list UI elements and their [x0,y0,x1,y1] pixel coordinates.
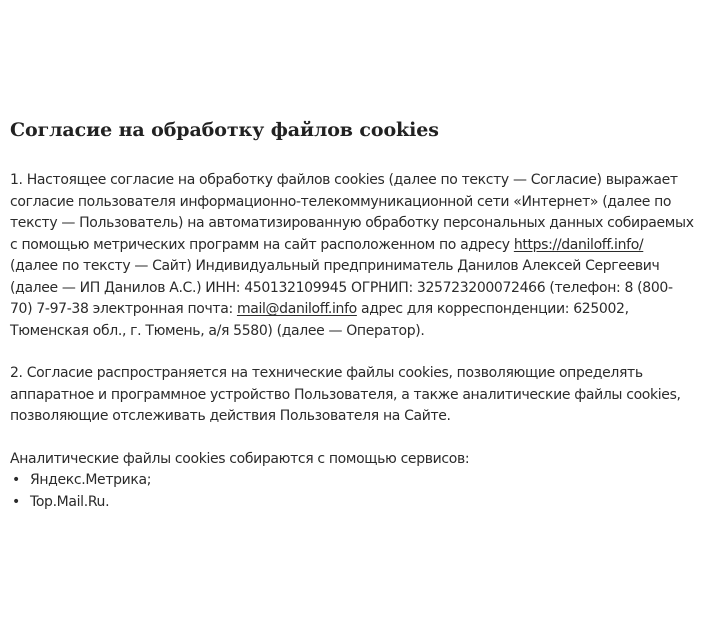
site-link[interactable]: https://daniloff.info/ [513,236,644,253]
paragraph-1-text-start: 1. Настоящее согласие на обработку файлов cookies (далее по тексту — Согласие) выражает согласие пользователя информационно-телекоммуникационной сети «Интернет» (далее по тексту — Пользователь) на автоматизированную обработку персональных данных собираемых с помощью метрических программ на сайт расположенном по адресу [10,172,694,253]
list-item-yandex-metrika: • Яндекс.Метрика; [10,470,694,492]
cookie-consent-document [10,117,694,513]
page-title: Согласие на обработку файлов cookies [10,119,439,141]
services-intro: Аналитические файлы cookies собираются с помощью сервисов: [10,450,470,467]
paragraph-1-text-middle: (далее по тексту — Сайт) Индивидуальный предприниматель Данилов Алексей Сергеевич (далее — ИП Данилов А.С.) ИНН: 450132109945 ОГРНИП: 325723200072466 (телефон: 8 (800-70) 7-97-38 электронная почта: [10,258,673,317]
services-list [10,470,694,513]
consent-paragraph-2: 2. Согласие распространяется на технические файлы cookies, позволяющие определять аппаратное и программное устройство Пользователя, а также аналитические файлы cookies, позволяющие отслеживать действия Пользователя на Сайте. [10,365,681,424]
paragraph-1-text-end: адрес для корреспонденции: 625002, Тюменская обл., г. Тюмень, а/я 5580) (далее — Оператор). [10,301,629,339]
email-link[interactable]: mail@daniloff.info [236,301,357,317]
list-item-top-mail-ru: • Top.Mail.Ru. [10,492,694,514]
consent-paragraph-1 [10,170,694,342]
